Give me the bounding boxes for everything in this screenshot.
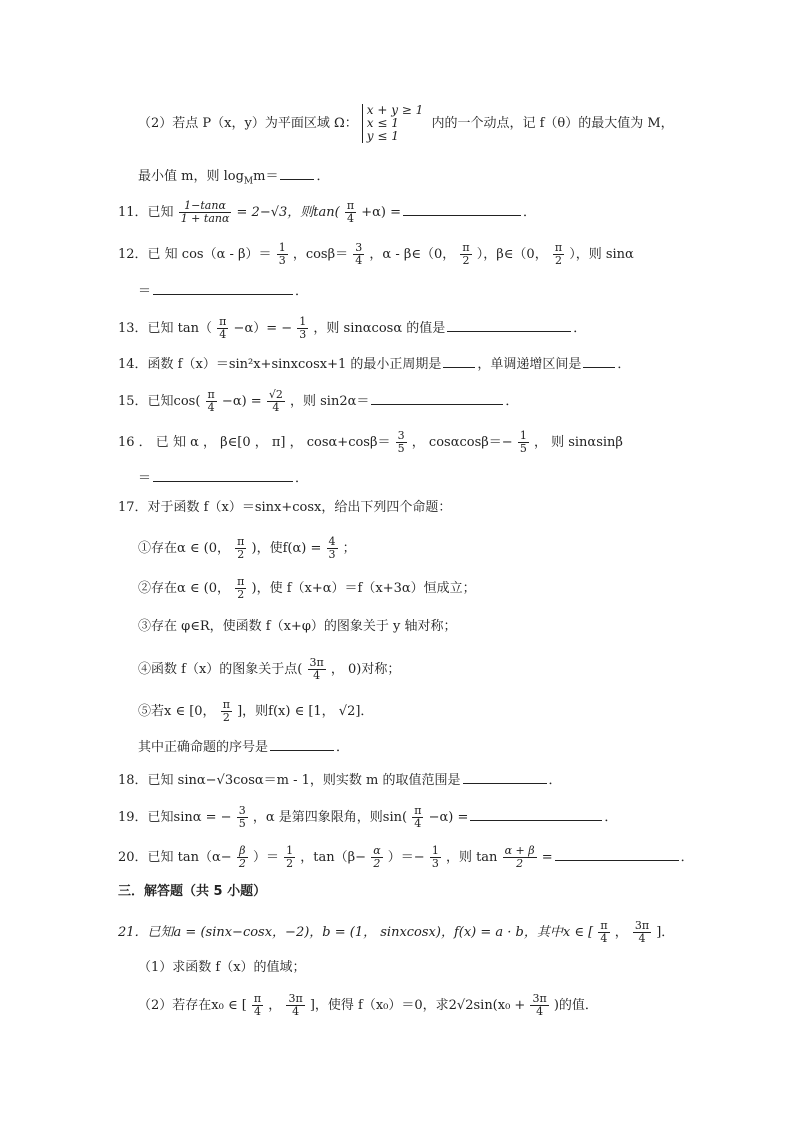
q17-4-pre: ④函数 f（x）的图象关于点( bbox=[138, 662, 303, 677]
q21-post: ]． bbox=[656, 925, 675, 940]
question-18 bbox=[118, 769, 562, 791]
q21-f2d: 4 bbox=[638, 932, 646, 945]
q10-text-post: m＝ bbox=[253, 169, 279, 184]
q21-2-post: )的值． bbox=[553, 998, 598, 1013]
question-16 bbox=[118, 430, 623, 455]
q13-f2n: 1 bbox=[299, 315, 307, 328]
q12-mid2: ，α - β∈（0， bbox=[369, 247, 456, 262]
q16-mid: ， cosαcosβ＝− bbox=[411, 435, 513, 450]
q21-2-frac3 bbox=[530, 993, 548, 1018]
q12-f3d: 2 bbox=[462, 254, 470, 267]
answer-blank[interactable] bbox=[447, 317, 571, 332]
q17-1-frac1 bbox=[235, 536, 246, 561]
period: ． bbox=[295, 471, 309, 486]
q21-f2n: 3π bbox=[634, 919, 650, 932]
q17-2-post: )，使 f（x+α）＝f（x+3α）恒成立； bbox=[251, 581, 476, 596]
period: ． bbox=[336, 740, 350, 755]
q11-den: 1 + tanα bbox=[180, 212, 230, 225]
question-12 bbox=[118, 242, 634, 267]
q21-m1: ， bbox=[614, 925, 628, 940]
q17-prop-4 bbox=[138, 657, 400, 682]
q14-text: 14．函数 f（x）＝sin²x+sinxcosx+1 的最小正周期是 bbox=[118, 357, 442, 372]
q17-4-fd: 4 bbox=[313, 669, 321, 682]
period: ． bbox=[617, 357, 631, 372]
q16-f1n: 3 bbox=[397, 429, 405, 442]
q10-part2 bbox=[138, 104, 674, 143]
q21-1-text: （1）求函数 f（x）的值域； bbox=[138, 960, 306, 975]
q13-fn: π bbox=[219, 315, 227, 328]
question-13 bbox=[118, 316, 586, 341]
q17-5-frac bbox=[221, 699, 232, 724]
question-16-cont bbox=[138, 467, 308, 489]
q16-f1d: 5 bbox=[397, 442, 405, 455]
q17-1-f2n: 4 bbox=[328, 535, 336, 548]
q12-pre: 12．已 知 cos（α - β）＝ bbox=[118, 247, 272, 262]
q16-eq: ＝ bbox=[138, 471, 152, 486]
q19-pre: 19．已知sinα = − bbox=[118, 810, 232, 825]
q20-frac4 bbox=[430, 845, 441, 870]
q19-fd: 5 bbox=[238, 817, 246, 830]
answer-blank[interactable] bbox=[280, 165, 314, 180]
q20-m2: ，tan（β− bbox=[300, 850, 367, 865]
q21-part1 bbox=[138, 958, 306, 978]
q16-frac1 bbox=[396, 430, 407, 455]
q20-f4d: 3 bbox=[431, 857, 439, 870]
q20-f5d: 2 bbox=[516, 857, 524, 870]
q20-m1: ）＝ bbox=[252, 850, 279, 865]
q19-post: −α) = bbox=[428, 810, 469, 825]
question-14 bbox=[118, 353, 630, 375]
q19-frac2 bbox=[412, 805, 423, 830]
q20-m4: ，则 tan bbox=[445, 850, 498, 865]
q10-text: 最小值 m，则 log bbox=[138, 169, 244, 184]
q18-text: 18．已知 sinα−√3cosα＝m - 1，则实数 m 的取值范围是 bbox=[118, 773, 461, 788]
q17-prop-5 bbox=[138, 699, 373, 724]
q17-answer-line bbox=[138, 736, 349, 758]
q21-f1d: 4 bbox=[600, 932, 608, 945]
q12-frac1 bbox=[277, 242, 288, 267]
answer-blank[interactable] bbox=[153, 467, 293, 482]
answer-blank[interactable] bbox=[371, 390, 503, 405]
system-row-2: x ≤ 1 bbox=[366, 116, 399, 130]
q21-f1n: π bbox=[600, 919, 608, 932]
q11-pre: 11．已知 bbox=[118, 205, 174, 220]
question-15 bbox=[118, 389, 518, 414]
q21-2-f3n: 3π bbox=[532, 992, 547, 1005]
q17-2-frac bbox=[235, 576, 246, 601]
q21-2-f1n: π bbox=[253, 992, 262, 1005]
q12-f4n: π bbox=[554, 241, 563, 254]
system-row-1: x + y ≥ 1 bbox=[366, 103, 424, 117]
q20-f2n: 1 bbox=[286, 844, 294, 857]
q17-5-fn: π bbox=[222, 698, 230, 711]
period: ． bbox=[295, 284, 309, 299]
q21-frac2 bbox=[633, 920, 651, 945]
q20-f2d: 2 bbox=[286, 857, 294, 870]
q17-5-pre: ⑤若x ∈ [0， bbox=[138, 704, 216, 719]
q17-1-f2d: 3 bbox=[328, 548, 336, 561]
answer-blank[interactable] bbox=[463, 769, 547, 784]
question-19 bbox=[118, 805, 617, 830]
q19-fn: 3 bbox=[238, 804, 246, 817]
q12-frac2 bbox=[353, 242, 364, 267]
question-20 bbox=[118, 845, 694, 870]
q20-pre: 20．已知 tan（α− bbox=[118, 850, 232, 865]
q12-eq: ＝ bbox=[138, 284, 152, 299]
q20-f1n: β bbox=[237, 845, 248, 858]
q21-2-f3d: 4 bbox=[536, 1005, 544, 1018]
q17-1-fd: 2 bbox=[237, 548, 245, 561]
q12-f2d: 4 bbox=[355, 254, 363, 267]
q19-frac1 bbox=[237, 805, 248, 830]
q12-mid1: ，cosβ＝ bbox=[292, 247, 349, 262]
q17-2-fd: 2 bbox=[237, 588, 245, 601]
answer-blank[interactable] bbox=[270, 736, 334, 751]
q11-fraction bbox=[179, 200, 232, 225]
q17-end: 其中正确命题的序号是 bbox=[138, 740, 269, 755]
section-heading: 三．解答题（共 5 小题） bbox=[118, 884, 267, 899]
q15-post: ，则 sin2α＝ bbox=[290, 394, 370, 409]
q21-2-f2d: 4 bbox=[292, 1005, 300, 1018]
period: ． bbox=[523, 205, 537, 220]
period: ． bbox=[573, 321, 587, 336]
q11-num: 1−tanα bbox=[179, 200, 232, 213]
q20-f3d: 2 bbox=[373, 857, 381, 870]
region-system bbox=[362, 104, 424, 143]
q17-text: 17．对于函数 f（x）＝sinx+cosx，给出下列四个命题： bbox=[118, 500, 452, 515]
q16-pre: 16 ． 已 知 α ， β∈[0 ， π] ， cosα+cosβ＝ bbox=[118, 435, 391, 450]
q12-frac3 bbox=[460, 242, 471, 267]
q11-post: +α) = bbox=[361, 205, 401, 220]
q17-5-post: ]，则f(x) ∈ [1， √2]． bbox=[237, 704, 374, 719]
question-11 bbox=[118, 200, 536, 225]
q17-1-post: ； bbox=[342, 541, 356, 556]
q12-f1n: 1 bbox=[278, 241, 286, 254]
q17-2-fn: π bbox=[237, 575, 245, 588]
answer-blank-interval[interactable] bbox=[583, 353, 615, 368]
q17-prop-1 bbox=[138, 536, 356, 561]
q20-m3: ）＝− bbox=[387, 850, 425, 865]
q13-mid: −α）= − bbox=[233, 321, 293, 336]
q11-mid: = 2−√3，则tan( bbox=[236, 205, 340, 220]
q12-frac4 bbox=[553, 242, 564, 267]
q10-part2-text: （2）若点 P（x，y）为平面区域 Ω： bbox=[138, 116, 358, 131]
q17-5-fd: 2 bbox=[222, 711, 230, 724]
q17-4-frac bbox=[308, 657, 326, 682]
system-row-3: y ≤ 1 bbox=[366, 129, 399, 143]
q19-f2n: π bbox=[414, 804, 422, 817]
q21-part2 bbox=[138, 993, 598, 1018]
q21-2-m2: ]，使得 f（x₀）＝0，求2√2sin(x₀ + bbox=[309, 998, 526, 1013]
q10-part2-cont bbox=[138, 165, 329, 192]
q17-1-frac2 bbox=[327, 536, 338, 561]
question-12-cont bbox=[138, 280, 308, 302]
q21-2-f1d: 4 bbox=[254, 1005, 262, 1018]
q17-1-pre: ①存在α ∈ (0， bbox=[138, 541, 231, 556]
period: ． bbox=[604, 810, 618, 825]
answer-blank[interactable] bbox=[403, 201, 521, 216]
q13-pre: 13．已知 tan（ bbox=[118, 321, 213, 336]
q15-fn: π bbox=[207, 388, 215, 401]
q20-frac1 bbox=[237, 845, 248, 870]
q17-2-pre: ②存在α ∈ (0， bbox=[138, 581, 231, 596]
q13-post: ，则 sinαcosα 的值是 bbox=[313, 321, 446, 336]
question-21 bbox=[118, 920, 674, 945]
q20-frac5 bbox=[503, 845, 537, 870]
q20-frac3 bbox=[371, 845, 382, 870]
q11-fnum: π bbox=[346, 199, 355, 212]
answer-blank[interactable] bbox=[555, 846, 679, 861]
q13-f2d: 3 bbox=[299, 328, 307, 341]
q15-pre: 15．已知cos( bbox=[118, 394, 201, 409]
q16-f2n: 1 bbox=[519, 429, 527, 442]
q15-frac2 bbox=[267, 389, 285, 414]
q17-3-text: ③存在 φ∈R，使函数 f（x+φ）的图象关于 y 轴对称； bbox=[138, 619, 457, 634]
q16-frac2 bbox=[518, 430, 529, 455]
q13-frac2 bbox=[297, 316, 308, 341]
q21-2-frac1 bbox=[252, 993, 263, 1018]
q15-fd: 4 bbox=[207, 401, 215, 414]
q12-f4d: 2 bbox=[554, 254, 562, 267]
q11-fden: 4 bbox=[346, 212, 354, 225]
q21-2-m1: ， bbox=[268, 998, 282, 1013]
q21-2-pre: （2）若存在x₀ ∈ [ bbox=[138, 998, 247, 1013]
period: ． bbox=[505, 394, 519, 409]
q12-f1d: 3 bbox=[278, 254, 286, 267]
q11-frac2 bbox=[345, 200, 356, 225]
q17-4-post: ， 0)对称； bbox=[330, 662, 401, 677]
log-sub: M bbox=[243, 176, 254, 187]
q16-f2d: 5 bbox=[519, 442, 527, 455]
q20-f1d: 2 bbox=[238, 857, 246, 870]
q15-frac1 bbox=[206, 389, 217, 414]
answer-blank-period[interactable] bbox=[443, 353, 475, 368]
period: ． bbox=[680, 850, 694, 865]
q19-mid: ，α 是第四象限角，则sin( bbox=[252, 810, 408, 825]
q13-fd: 4 bbox=[219, 328, 227, 341]
q17-prop-2 bbox=[138, 576, 476, 601]
q17-4-fn: 3π bbox=[309, 656, 324, 669]
q19-f2d: 4 bbox=[414, 817, 422, 830]
q15-f2n: √2 bbox=[268, 388, 283, 401]
q12-f2n: 3 bbox=[355, 241, 363, 254]
q20-f3n: α bbox=[373, 844, 381, 857]
q12-mid3: ），β∈（0， bbox=[476, 247, 548, 262]
q12-f3n: π bbox=[462, 241, 470, 254]
q12-post: ），则 sinα bbox=[569, 247, 634, 262]
q20-frac2 bbox=[284, 845, 295, 870]
q15-mid: −α) = bbox=[221, 394, 262, 409]
q14-mid: ，单调递增区间是 bbox=[477, 357, 582, 372]
period: ． bbox=[548, 773, 562, 788]
question-17 bbox=[118, 498, 451, 518]
q20-f4n: 1 bbox=[431, 844, 439, 857]
q16-post: ， 则 sinαsinβ bbox=[533, 435, 623, 450]
q15-f2d: 4 bbox=[272, 401, 280, 414]
q17-1-mid: )，使f(α) = bbox=[251, 541, 322, 556]
q17-1-fn: π bbox=[237, 535, 245, 548]
q21-2-frac2 bbox=[286, 993, 304, 1018]
q20-post: = bbox=[541, 850, 553, 865]
q21-frac1 bbox=[598, 920, 609, 945]
q20-f5n: α + β bbox=[504, 844, 535, 857]
q13-frac1 bbox=[217, 316, 228, 341]
q10-part2-post: 内的一个动点，记 f（θ）的最大值为 M， bbox=[431, 116, 674, 131]
q17-prop-3 bbox=[138, 617, 457, 637]
answer-blank[interactable] bbox=[153, 280, 293, 295]
q21-2-f2n: 3π bbox=[288, 992, 303, 1005]
period: ． bbox=[316, 169, 330, 184]
answer-blank[interactable] bbox=[470, 806, 602, 821]
q21-pre: 21．已知a = (sinx−cosx，−2)，b = (1， sinxcosx)，f(x) = a · b，其中x ∈ [ bbox=[118, 925, 594, 940]
